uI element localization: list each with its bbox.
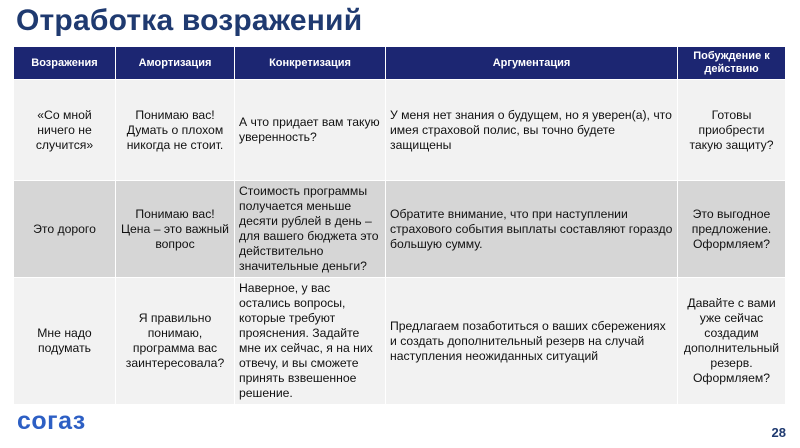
objections-table	[13, 46, 786, 405]
cell-specification: А что придает вам такую уверенность?	[235, 80, 386, 181]
header-call-to-action: Побуждение к действию	[678, 47, 786, 80]
table-row	[14, 181, 786, 278]
cell-call-to-action: Готовы приобрести такую защиту?	[678, 80, 786, 181]
cell-call-to-action: Давайте с вами уже сейчас создадим дополнительный резерв. Оформляем?	[678, 278, 786, 405]
cell-call-to-action: Это выгодное предложение. Оформляем?	[678, 181, 786, 278]
cell-argumentation: Обратите внимание, что при наступлении страхового события выплаты составляют гораздо большую сумму.	[386, 181, 678, 278]
table-header-row	[14, 47, 786, 80]
cell-amortization: Понимаю вас! Думать о плохом никогда не стоит.	[116, 80, 235, 181]
header-amortization: Амортизация	[116, 47, 235, 80]
header-objections: Возражения	[14, 47, 116, 80]
cell-amortization: Понимаю вас! Цена – это важный вопрос	[116, 181, 235, 278]
cell-amortization: Я правильно понимаю, программа вас заинтересовала?	[116, 278, 235, 405]
cell-specification: Наверное, у вас остались вопросы, которые требуют прояснения. Задайте мне их сейчас, я на них отвечу, и вы сможете принять взвешенное решение.	[235, 278, 386, 405]
page-title: Отработка возражений	[16, 4, 363, 37]
header-specification: Конкретизация	[235, 47, 386, 80]
cell-argumentation: Предлагаем позаботиться о ваших сбережениях и создать дополнительный резерв на случай наступления неожиданных ситуаций	[386, 278, 678, 405]
table-row	[14, 80, 786, 181]
cell-specification: Стоимость программы получается меньше десяти рублей в день – для вашего бюджета это действительно значительные деньги?	[235, 181, 386, 278]
cell-argumentation: У меня нет знания о будущем, но я уверен(а), что имея страховой полис, вы точно будете защищены	[386, 80, 678, 181]
header-argumentation: Аргументация	[386, 47, 678, 80]
cell-objection: «Со мной ничего не случится»	[14, 80, 116, 181]
page-number: 28	[771, 425, 786, 440]
sogaz-logo: согаз	[17, 407, 86, 435]
cell-objection: Это дорого	[14, 181, 116, 278]
cell-objection: Мне надо подумать	[14, 278, 116, 405]
table-row	[14, 278, 786, 405]
